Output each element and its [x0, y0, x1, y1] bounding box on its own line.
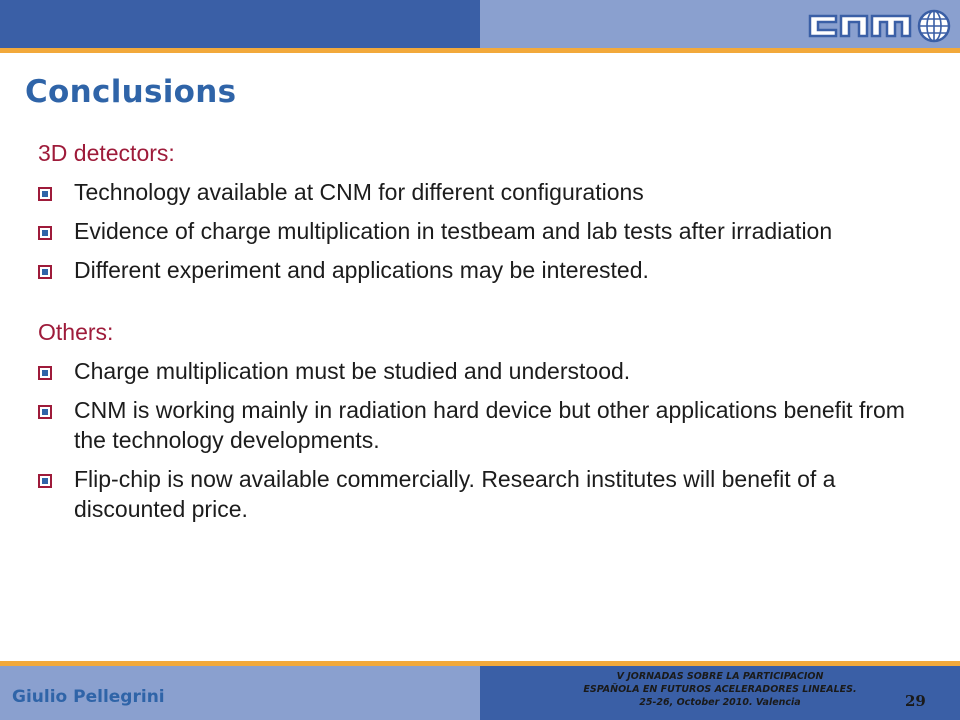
- globe-icon: [919, 11, 949, 41]
- bullet-text: Evidence of charge multiplication in testbeam and lab tests after irradiation: [74, 218, 833, 244]
- slide-title: Conclusions: [25, 74, 237, 110]
- page-number: 29: [905, 692, 926, 710]
- conference-line: 25-26, October 2010. Valencia: [639, 697, 801, 708]
- header-bar-left: [0, 0, 480, 48]
- bullet-text: Different experiment and applications may be interested.: [74, 257, 649, 283]
- bullet-item: [38, 356, 938, 386]
- footer-conference: [520, 670, 920, 709]
- bullet-item: [38, 395, 938, 455]
- square-bullet-icon: [38, 226, 52, 240]
- bullet-text: Technology available at CNM for different configurations: [74, 179, 644, 205]
- bullet-text: Flip-chip is now available commercially. Research institutes will benefit of a discounted price.: [74, 466, 836, 522]
- conference-line: V JORNADAS SOBRE LA PARTICIPACION: [616, 671, 824, 682]
- bullet-item: [38, 177, 938, 207]
- square-bullet-icon: [38, 187, 52, 201]
- section-heading-others: Others:: [38, 319, 114, 345]
- square-bullet-icon: [38, 474, 52, 488]
- slide-content: [38, 138, 938, 533]
- square-bullet-icon: [38, 366, 52, 380]
- bullet-text: CNM is working mainly in radiation hard device but other applications benefit from the technology developments.: [74, 397, 905, 453]
- bullet-item: [38, 255, 938, 285]
- cnm-logo: [806, 8, 952, 44]
- square-bullet-icon: [38, 265, 52, 279]
- footer-author: Giulio Pellegrini: [12, 687, 165, 707]
- section-heading-3d-detectors: 3D detectors:: [38, 140, 175, 166]
- bullet-item: [38, 216, 938, 246]
- header-accent-line: [0, 48, 960, 53]
- bullet-item: [38, 464, 938, 524]
- bullet-text: Charge multiplication must be studied and understood.: [74, 358, 631, 384]
- conference-line: ESPAÑOLA EN FUTUROS ACELERADORES LINEALES.: [583, 684, 857, 695]
- square-bullet-icon: [38, 405, 52, 419]
